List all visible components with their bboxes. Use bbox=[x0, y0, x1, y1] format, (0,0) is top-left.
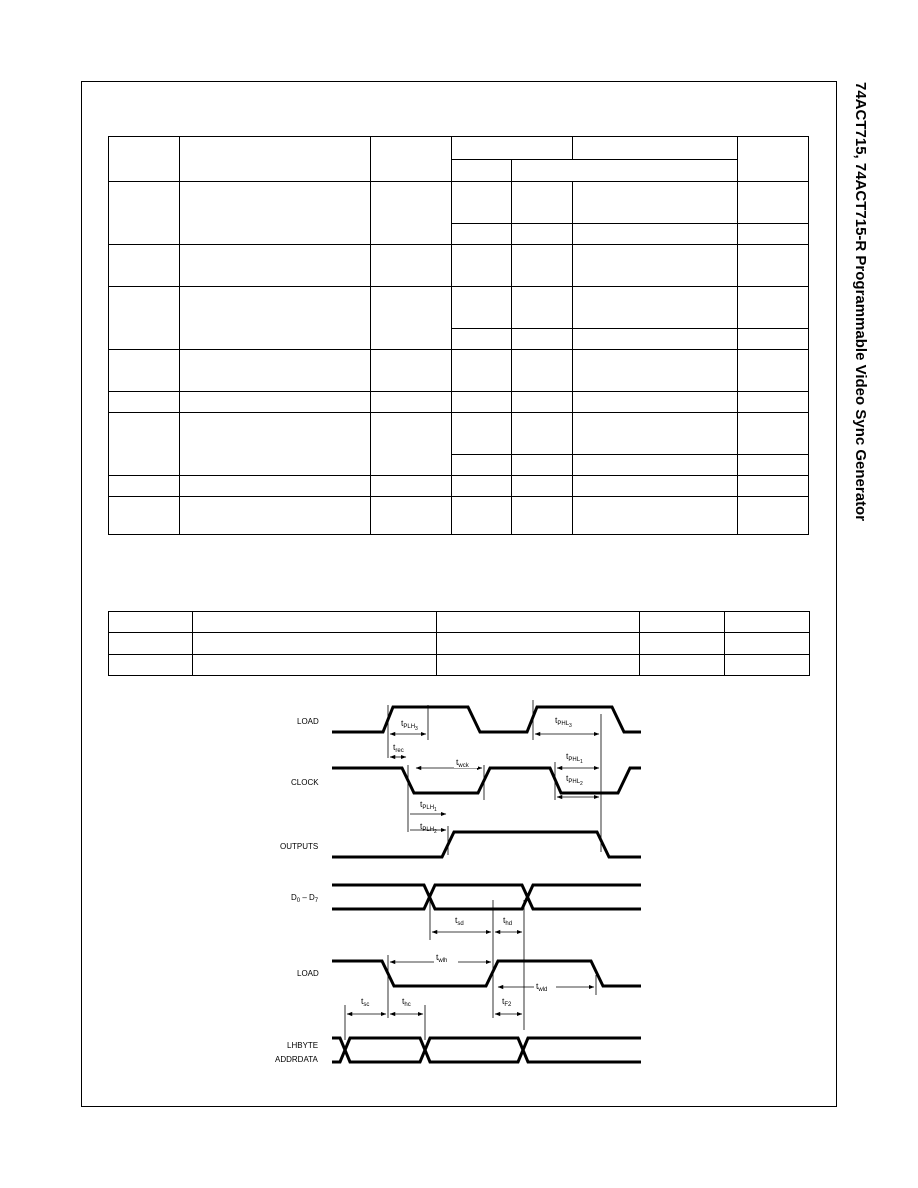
table-cell bbox=[512, 160, 738, 182]
timing-label-tsd: $t_{sd}$ bbox=[455, 915, 464, 927]
table-cell bbox=[738, 245, 809, 287]
table-cell bbox=[371, 413, 452, 476]
table-cell bbox=[725, 612, 810, 633]
signal-label-addrdata: ADDRDATA bbox=[275, 1055, 318, 1064]
signal-label-data-bus: $D_0 - D_7$ bbox=[291, 893, 319, 904]
table-row bbox=[109, 633, 810, 655]
table-cell bbox=[452, 245, 512, 287]
clock-waveform bbox=[332, 768, 641, 793]
table-cell bbox=[573, 224, 738, 245]
table-cell bbox=[725, 633, 810, 655]
table-cell bbox=[180, 182, 371, 245]
ac-characteristics-table bbox=[108, 136, 809, 535]
table-cell bbox=[573, 350, 738, 392]
lhbyte-waveform-upper bbox=[332, 1038, 641, 1062]
table-row bbox=[109, 476, 809, 497]
table-cell bbox=[573, 455, 738, 476]
table-cell bbox=[738, 476, 809, 497]
table-header-row bbox=[109, 137, 809, 160]
data-bus-waveform-upper bbox=[332, 885, 641, 909]
timing-label-twlh: $t_{wlh}$ bbox=[436, 952, 448, 964]
table-cell bbox=[738, 287, 809, 329]
table-cell bbox=[512, 392, 573, 413]
table-cell bbox=[640, 655, 725, 676]
table-cell bbox=[452, 455, 512, 476]
table-row bbox=[109, 350, 809, 392]
table-cell bbox=[180, 137, 371, 182]
table-cell bbox=[452, 137, 573, 160]
table-cell bbox=[109, 350, 180, 392]
table-cell bbox=[725, 655, 810, 676]
table-cell bbox=[437, 612, 640, 633]
table-cell bbox=[109, 655, 193, 676]
timing-label-tsc: $t_{sc}$ bbox=[361, 996, 370, 1008]
table-cell bbox=[573, 497, 738, 535]
table-cell bbox=[193, 612, 437, 633]
table-cell bbox=[371, 137, 452, 182]
table-cell bbox=[640, 633, 725, 655]
lhbyte-waveform-lower bbox=[332, 1038, 641, 1062]
table-cell bbox=[738, 392, 809, 413]
table-cell bbox=[738, 455, 809, 476]
table-cell bbox=[452, 287, 512, 329]
table-cell bbox=[109, 245, 180, 287]
table-cell bbox=[573, 182, 738, 224]
table-cell bbox=[512, 182, 573, 224]
table-cell bbox=[738, 329, 809, 350]
table-row bbox=[109, 182, 809, 224]
timing-label-tphl3: $t_{PHL3}$ bbox=[555, 715, 572, 729]
table-cell bbox=[371, 392, 452, 413]
table-row bbox=[109, 655, 810, 676]
table-row bbox=[109, 245, 809, 287]
timing-label-tphl2: $t_{PHL2}$ bbox=[566, 773, 583, 787]
signal-label-outputs: OUTPUTS bbox=[280, 842, 319, 851]
table-cell bbox=[109, 182, 180, 245]
table-cell bbox=[573, 287, 738, 329]
table-cell bbox=[180, 350, 371, 392]
table-row bbox=[109, 392, 809, 413]
signal-label-load-2: LOAD bbox=[297, 969, 319, 978]
timing-label-thc: $t_{hc}$ bbox=[402, 996, 411, 1008]
table-cell bbox=[452, 392, 512, 413]
table-cell bbox=[109, 612, 193, 633]
outputs-waveform bbox=[332, 832, 641, 857]
table-cell bbox=[512, 287, 573, 329]
table-cell bbox=[180, 287, 371, 350]
table-cell bbox=[371, 182, 452, 245]
table-cell bbox=[452, 182, 512, 224]
table-cell bbox=[512, 476, 573, 497]
table-cell bbox=[180, 392, 371, 413]
table-cell bbox=[640, 612, 725, 633]
table-cell bbox=[193, 655, 437, 676]
capacitance-table bbox=[108, 611, 810, 676]
signal-label-clock: CLOCK bbox=[291, 778, 319, 787]
table-cell bbox=[109, 392, 180, 413]
table-cell bbox=[180, 497, 371, 535]
data-bus-waveform-lower bbox=[332, 885, 641, 909]
table-cell bbox=[512, 497, 573, 535]
table-cell bbox=[452, 329, 512, 350]
table-cell bbox=[452, 350, 512, 392]
table-cell bbox=[452, 224, 512, 245]
table-cell bbox=[512, 224, 573, 245]
table-cell bbox=[573, 245, 738, 287]
table-cell bbox=[452, 413, 512, 455]
timing-label-tplh3: $t_{PLH3}$ bbox=[401, 718, 418, 732]
timing-label-thd: $t_{hd}$ bbox=[503, 915, 513, 927]
table-row bbox=[109, 612, 810, 633]
table-row bbox=[109, 497, 809, 535]
table-cell bbox=[437, 655, 640, 676]
signal-label-load: LOAD bbox=[297, 717, 319, 726]
table-cell bbox=[738, 182, 809, 224]
table-cell bbox=[573, 392, 738, 413]
load-2-waveform bbox=[332, 961, 641, 986]
table-cell bbox=[738, 137, 809, 182]
table-cell bbox=[573, 476, 738, 497]
table-cell bbox=[452, 497, 512, 535]
table-cell bbox=[180, 245, 371, 287]
timing-label-twld: $t_{wld}$ bbox=[536, 981, 548, 993]
signal-label-lhbyte: LHBYTE bbox=[287, 1041, 319, 1050]
table-cell bbox=[738, 413, 809, 455]
timing-label-tf2: $t_{F2}$ bbox=[502, 996, 512, 1008]
table-cell bbox=[573, 413, 738, 455]
table-cell bbox=[437, 633, 640, 655]
timing-label-trec: $t_{rec}$ bbox=[393, 742, 404, 754]
table-cell bbox=[109, 287, 180, 350]
table-cell bbox=[573, 329, 738, 350]
timing-diagram bbox=[260, 690, 660, 1080]
table-cell bbox=[371, 497, 452, 535]
table-row bbox=[109, 413, 809, 455]
table-cell bbox=[109, 497, 180, 535]
table-cell bbox=[180, 476, 371, 497]
timing-label-tphl1: $t_{PHL1}$ bbox=[566, 751, 583, 765]
table-cell bbox=[371, 245, 452, 287]
table-cell bbox=[452, 160, 512, 182]
table-cell bbox=[738, 224, 809, 245]
table-cell bbox=[109, 137, 180, 182]
table-cell bbox=[371, 350, 452, 392]
table-cell bbox=[512, 413, 573, 455]
table-cell bbox=[109, 633, 193, 655]
table-cell bbox=[512, 245, 573, 287]
timing-label-tplh1: $t_{PLH1}$ bbox=[420, 799, 437, 813]
table-cell bbox=[109, 476, 180, 497]
timing-label-twck: $t_{wck}$ bbox=[456, 757, 469, 769]
table-cell bbox=[573, 137, 738, 160]
table-cell bbox=[738, 497, 809, 535]
table-cell bbox=[452, 476, 512, 497]
table-row bbox=[109, 287, 809, 329]
document-side-title: 74ACT715, 74ACT715-R Programmable Video Sync Generator bbox=[852, 82, 869, 522]
table-cell bbox=[193, 633, 437, 655]
table-cell bbox=[512, 455, 573, 476]
table-cell bbox=[371, 287, 452, 350]
table-cell bbox=[109, 413, 180, 476]
timing-label-tplh2: $t_{PLH2}$ bbox=[420, 821, 437, 835]
table-cell bbox=[512, 350, 573, 392]
table-cell bbox=[738, 350, 809, 392]
load-waveform bbox=[332, 707, 641, 732]
table-cell bbox=[180, 413, 371, 476]
table-cell bbox=[371, 476, 452, 497]
table-cell bbox=[512, 329, 573, 350]
